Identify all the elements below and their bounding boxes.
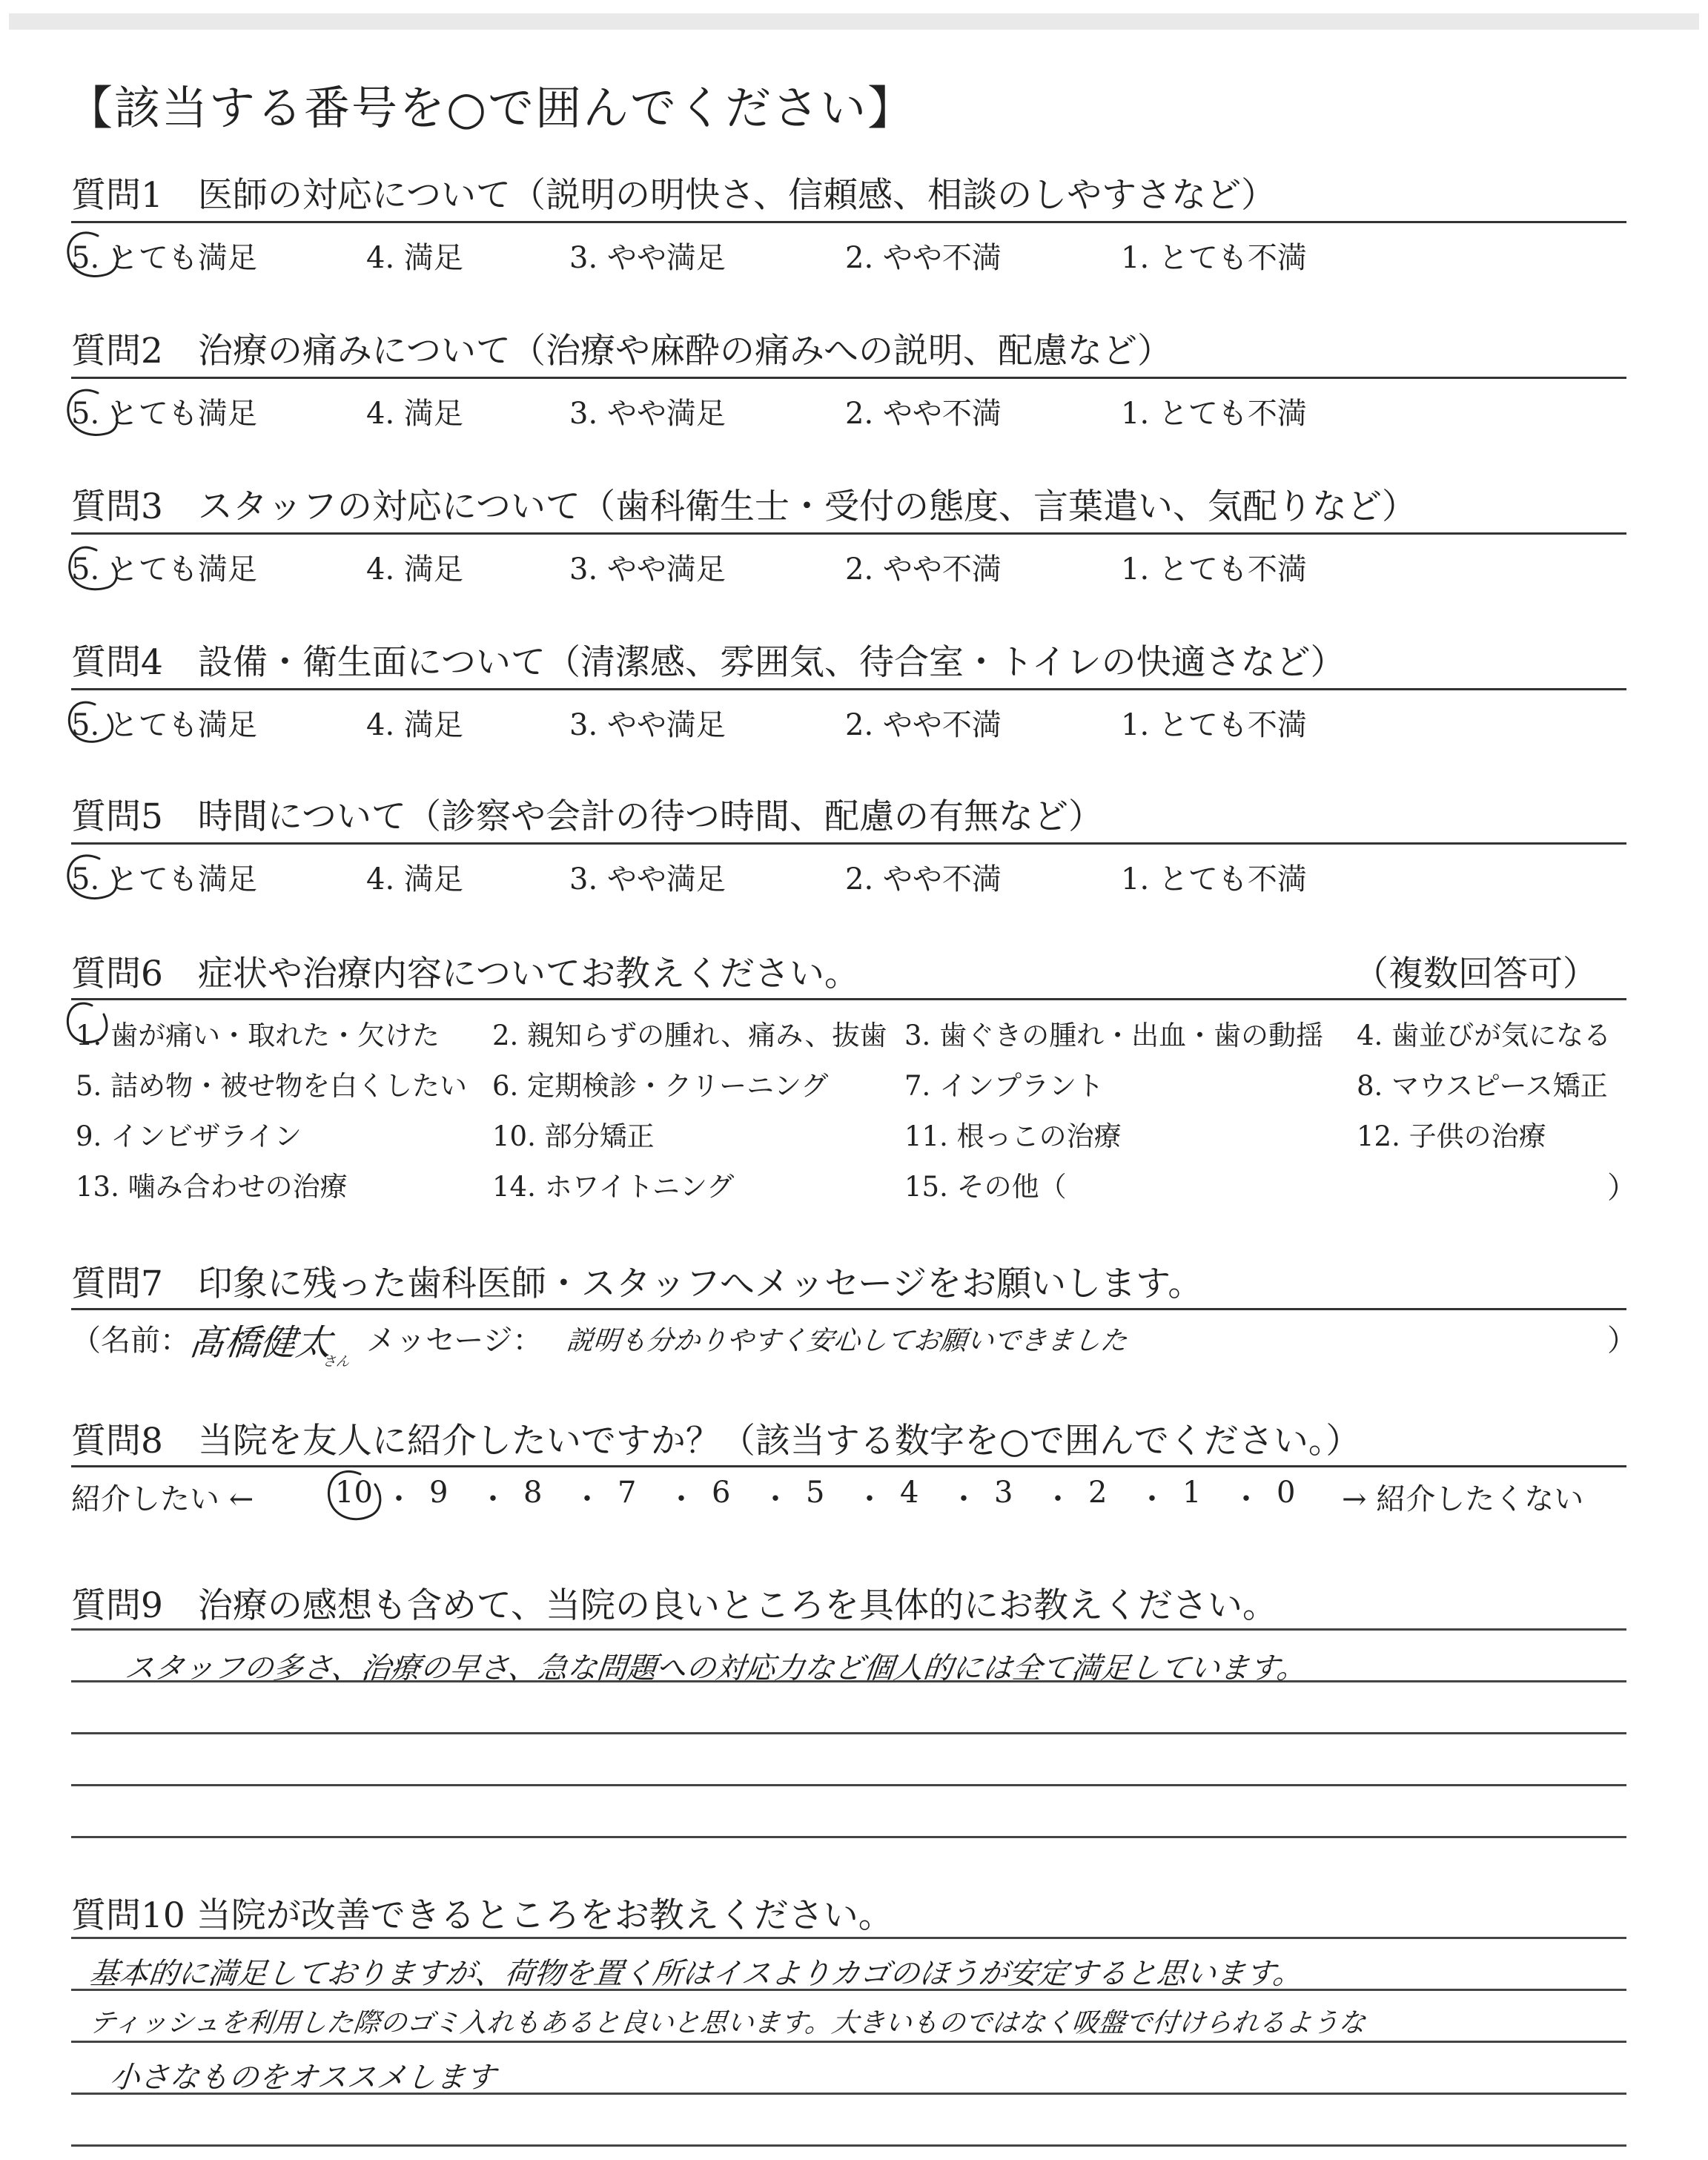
q7-message-value[interactable]: 説明も分かりやすく安心してお願いできました <box>565 1326 1129 1356</box>
q6-option-13[interactable]: 13. 噛み合わせの治療 <box>76 1171 348 1203</box>
q8-scale-1[interactable]: 1 <box>1182 1476 1202 1510</box>
q3-option-3[interactable]: 3. やや満足 <box>569 552 726 587</box>
q8-scale-2[interactable]: 2 <box>1088 1476 1108 1510</box>
q7-heading: 質問7 印象に残った歯科医師・スタッフへメッセージをお願いします。 <box>71 1264 1203 1304</box>
q6-option-10[interactable]: 10. 部分矯正 <box>492 1120 655 1152</box>
q4-option-5[interactable]: 5. とても満足 <box>71 708 257 742</box>
q3-heading: 質問3 スタッフの対応について（歯科衛生士・受付の態度、言葉遣い、気配りなど） <box>71 486 1417 527</box>
q4-option-1[interactable]: 1. とても不満 <box>1121 708 1307 742</box>
q8-rule <box>71 1465 1626 1467</box>
q4-option-4[interactable]: 4. 満足 <box>366 708 463 742</box>
q3-option-2[interactable]: 2. やや不満 <box>845 552 1002 587</box>
q8-scale-separator: ・ <box>478 1482 508 1516</box>
q3-option-1[interactable]: 1. とても不満 <box>1121 552 1307 587</box>
q8-scale-4[interactable]: 4 <box>900 1476 919 1510</box>
q3-option-5[interactable]: 5. とても満足 <box>71 552 257 587</box>
q9-answer-line-1[interactable]: スタッフの多さ、治療の早さ、急な問題への対応力など個人的には全て満足しています。 <box>123 1651 1308 1685</box>
q3-rule <box>71 532 1626 535</box>
q5-rule <box>71 842 1626 845</box>
q4-heading: 質問4 設備・衛生面について（清潔感、雰囲気、待合室・トイレの快適さなど） <box>71 642 1345 683</box>
q6-option-5[interactable]: 5. 詰め物・被せ物を白くしたい <box>76 1070 468 1102</box>
q1-option-5[interactable]: 5. とても満足 <box>71 241 257 275</box>
q7-close-paren: ） <box>1607 1324 1637 1358</box>
q10-line-5 <box>71 2144 1626 2147</box>
q8-scale-separator: ・ <box>1231 1482 1261 1516</box>
q6-option-14[interactable]: 14. ホワイトニング <box>492 1171 735 1203</box>
q6-other-close-paren: ） <box>1607 1171 1637 1205</box>
q6-rule <box>71 998 1626 1000</box>
q8-right-label: → 紹介したくない <box>1342 1482 1584 1516</box>
q6-option-8[interactable]: 8. マウスピース矯正 <box>1357 1070 1608 1102</box>
q7-name-label: （名前： <box>71 1324 190 1358</box>
q8-scale-separator: ・ <box>572 1482 602 1516</box>
q6-option-7[interactable]: 7. インプラント <box>904 1070 1105 1102</box>
q1-option-4[interactable]: 4. 満足 <box>366 241 463 275</box>
q10-answer-line-3[interactable]: 小さなものをオススメします <box>108 2061 497 2095</box>
q6-option-2[interactable]: 2. 親知らずの腫れ、痛み、抜歯 <box>492 1020 887 1051</box>
q10-answer-line-1[interactable]: 基本的に満足しておりますが、荷物を置く所はイスよりカゴのほうが安定すると思います。 <box>87 1957 1305 1991</box>
q5-option-3[interactable]: 3. やや満足 <box>569 862 726 896</box>
q9-line-4 <box>71 1784 1626 1786</box>
q2-option-5[interactable]: 5. とても満足 <box>71 397 257 431</box>
q10-line-1 <box>71 1937 1626 1939</box>
q5-option-4[interactable]: 4. 満足 <box>366 862 463 896</box>
q6-option-4[interactable]: 4. 歯並びが気になる <box>1357 1020 1612 1051</box>
q5-heading: 質問5 時間について（診察や会計の待つ時間、配慮の有無など） <box>71 796 1103 837</box>
q8-scale-7[interactable]: 7 <box>618 1476 637 1510</box>
q6-option-9[interactable]: 9. インビザライン <box>76 1120 302 1152</box>
q4-option-3[interactable]: 3. やや満足 <box>569 708 726 742</box>
q7-name-value[interactable]: 髙橋健太 <box>187 1322 334 1364</box>
q8-heading: 質問8 当院を友人に紹介したいですか？（該当する数字を○で囲んでください。） <box>71 1421 1361 1462</box>
q6-option-6[interactable]: 6. 定期検診・クリーニング <box>492 1070 829 1102</box>
q8-scale-separator: ・ <box>855 1482 884 1516</box>
q9-line-5 <box>71 1836 1626 1838</box>
q5-option-1[interactable]: 1. とても不満 <box>1121 862 1307 896</box>
q8-scale-8[interactable]: 8 <box>523 1476 543 1510</box>
q10-line-3 <box>71 2041 1626 2043</box>
q4-rule <box>71 688 1626 690</box>
q1-option-1[interactable]: 1. とても不満 <box>1121 241 1307 275</box>
q5-option-2[interactable]: 2. やや不満 <box>845 862 1002 896</box>
q6-option-11[interactable]: 11. 根っこの治療 <box>904 1120 1122 1152</box>
q8-scale-separator: ・ <box>949 1482 979 1516</box>
q8-scale-separator: ・ <box>1043 1482 1073 1516</box>
q10-answer-line-2[interactable]: ティッシュを利用した際のゴミ入れもあると良いと思います。大きいものではなく吸盤で付けられるような <box>87 2008 1368 2038</box>
q8-scale-0[interactable]: 0 <box>1277 1476 1296 1510</box>
q1-option-2[interactable]: 2. やや不満 <box>845 241 1002 275</box>
q9-line-1 <box>71 1628 1626 1631</box>
q7-rule <box>71 1308 1626 1310</box>
q6-option-3[interactable]: 3. 歯ぐきの腫れ・出血・歯の動揺 <box>904 1020 1324 1051</box>
q2-rule <box>71 377 1626 379</box>
q1-option-3[interactable]: 3. やや満足 <box>569 241 726 275</box>
q9-line-3 <box>71 1732 1626 1734</box>
q8-scale-3[interactable]: 3 <box>994 1476 1013 1510</box>
q8-scale-separator: ・ <box>1137 1482 1167 1516</box>
q6-note: （複数回答可） <box>1354 954 1598 994</box>
q8-scale-10[interactable]: 10 <box>335 1476 373 1510</box>
q8-left-label: 紹介したい ← <box>71 1482 254 1516</box>
q6-heading: 質問6 症状や治療内容についてお教えください。 <box>71 954 859 994</box>
q5-option-5[interactable]: 5. とても満足 <box>71 862 257 896</box>
q4-option-2[interactable]: 2. やや不満 <box>845 708 1002 742</box>
q7-name-suffix: さん <box>322 1354 351 1370</box>
q3-option-4[interactable]: 4. 満足 <box>366 552 463 587</box>
q2-option-3[interactable]: 3. やや満足 <box>569 397 726 431</box>
q6-option-15[interactable]: 15. その他（ <box>904 1171 1067 1203</box>
q8-scale-9[interactable]: 9 <box>429 1476 448 1510</box>
q10-heading: 質問10 当院が改善できるところをお教えください。 <box>71 1895 893 1936</box>
q2-option-4[interactable]: 4. 満足 <box>366 397 463 431</box>
page-title: 【該当する番号を○で囲んでください】 <box>67 81 916 135</box>
q8-scale-5[interactable]: 5 <box>806 1476 825 1510</box>
q6-option-12[interactable]: 12. 子供の治療 <box>1357 1120 1546 1152</box>
q2-heading: 質問2 治療の痛みについて（治療や麻酔の痛みへの説明、配慮など） <box>71 331 1173 371</box>
q8-scale-separator: ・ <box>761 1482 790 1516</box>
q8-scale-separator: ・ <box>384 1482 414 1516</box>
q8-scale-6[interactable]: 6 <box>712 1476 731 1510</box>
q6-option-1[interactable]: 1. 歯が痛い・取れた・欠けた <box>76 1020 440 1051</box>
q2-option-2[interactable]: 2. やや不満 <box>845 397 1002 431</box>
q9-heading: 質問9 治療の感想も含めて、当院の良いところを具体的にお教えください。 <box>71 1585 1277 1626</box>
q2-option-1[interactable]: 1. とても不満 <box>1121 397 1307 431</box>
q1-rule <box>71 221 1626 223</box>
q1-heading: 質問1 医師の対応について（説明の明快さ、信頼感、相談のしやすさなど） <box>71 175 1277 216</box>
q7-message-label: メッセージ： <box>366 1324 543 1358</box>
q8-scale-separator: ・ <box>666 1482 696 1516</box>
